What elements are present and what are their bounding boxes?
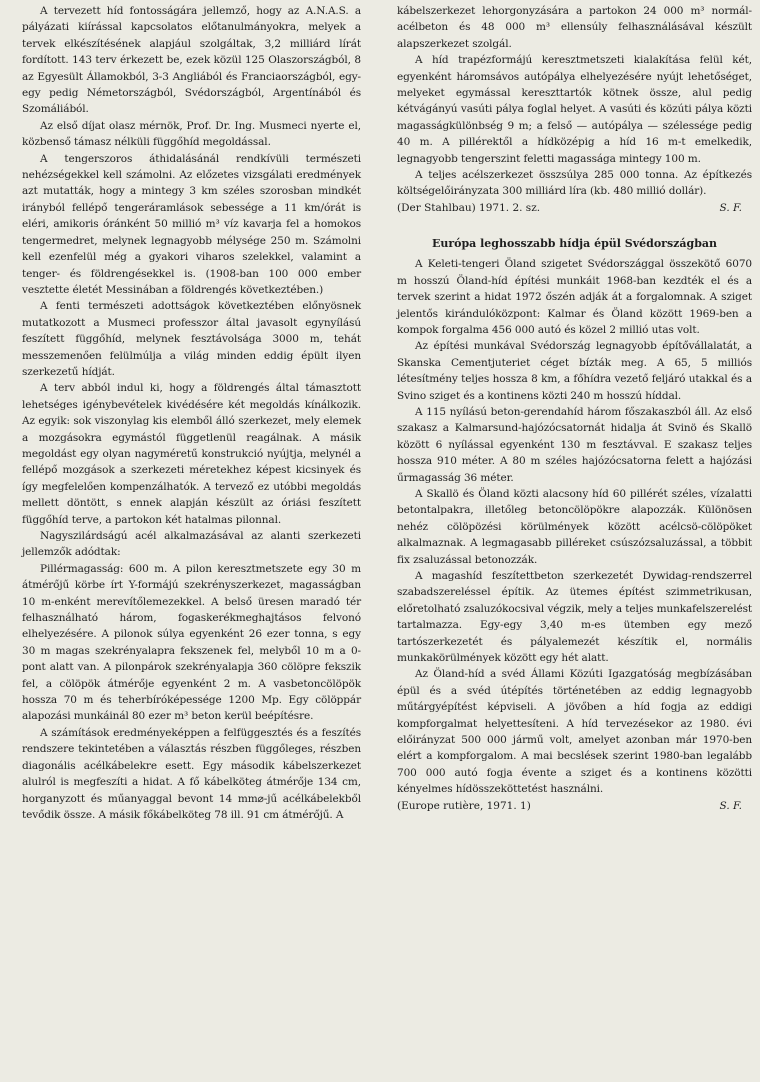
paragraph: kábelszerkezet lehorgonyzására a partokon 24 000 m³ normál-acélbeton és 48 000 m³ ellensúly felhasználásával készült alapszerkezet szolgál. (397, 5, 752, 50)
source-line (397, 798, 752, 814)
source-line (397, 200, 752, 216)
paragraph: A számítások eredményeképpen a felfüggesztés és a feszítés rendszere tekintetében a választás részben függőleges, részben diagonális acélkábelekre esett. Egy második kábelszerkezet alulról is megfeszíti a hidat. A fő kábelköteg átmérője 134 cm, horganyzott és műanyaggal bevont 14 mm⌀-jű acélkábelekből tevődik össze. A másik főkábelköteg 78 ill. 91 cm átmérőjű. A (22, 726, 361, 821)
paragraph: Nagyszilárdságú acél alkalmazásával az alanti szerkezeti jellemzők adódtak: (22, 530, 361, 559)
paragraph: A 115 nyílású beton-gerendahíd három főszakaszból áll. Az első szakasz a Kalmarsund-hajózócsatornát hidalja át Svinö és Skallö között 6 nyílással egyenként 130 m fesztávval. E szakasz teljes hossza 910 méter. A 80 m széles hajózócsatorna felett a hajózási űrmagasság 36 méter. (397, 405, 752, 484)
article-title: Európa leghosszabb hídja épül Svédországban (431, 237, 718, 251)
paragraph: A magashíd feszítettbeton szerkezetét Dywidag-rendszerrel szabadszereléssel építik. Az ütemes építést szimmetrikusan, előretolható zsaluzókocsival végzik, mely a teljes munkafelszerelést tartalmazza. Egy-egy 3,40 m-es ütemben egy mező tartószerkezetét és pályalemezét készítik el, normális munkakörülmények között egy hét alatt. (397, 570, 752, 665)
left-column (22, 3, 361, 823)
author-signature: S. F. (719, 799, 742, 812)
paragraph: Az Öland-híd a svéd Állami Közúti Igazgatóság megbízásában épül és a svéd útépítés történetében az eddig legnagyobb műtárgyépítést képviseli. A jövőben a híd fogja az eddigi kompforgalmat helyettesíteni. A híd tervezésekor az 1980. évi előirányzat 500 000 jármű volt, amelyet azonban már 1970-ben elért a kompforgalom. A mai becslések szerint 1980-ban legalább 700 000 autó fogja évente a sziget és a kontinens közötti kényelmes hídösszeköttetést használni. (397, 668, 752, 796)
source-citation: (Europe rutière, 1971. 1) (397, 799, 531, 812)
paragraph: A Keleti-tengeri Öland szigetet Svédországgal összekötő 6070 m hosszú Öland-híd építési munkáit 1968-ban kezdték el és a tervek szerint a hidat 1972 őszén adják át a forgalomnak. A sziget jelentős kirándulóközpont: Kalmar és Öland között 1969-ben a kompok forgalma 456 000 autó és közel 2 millió utas volt. (397, 258, 752, 336)
right-column (397, 3, 752, 814)
paragraph: A fenti természeti adottságok következtében előnyösnek mutatkozott a Musmeci professzor által javasolt egynyílású feszített függőhíd, melynek fesztávolsága 3000 m, tehát messzemenően felülmúlja a világ minden eddig épült ilyen szerkezetű hídját. (22, 300, 361, 378)
paragraph: Pillérmagasság: 600 m. A pilon keresztmetszete egy 30 m átmérőjű körbe írt Y-formájú szekrényszerkezet, magasságban 10 m-enként merevítőlemezekkel. A belső üresen maradó tér felhasználható három, fogaskerékmeghajtásos felvonó elhelyezésére. A pilonok súlya egyenként 26 ezer tonna, s egy 30 m magas szekrényalapra fekszenek fel, melyből 10 m a 0-pont alatt van. A pilonpárok szekrényalapja 360 cölöpre fekszik fel, a cölöpök átmérője egyenként 2 m. A vasbetoncölöpök hossza 70 m és teherbíróképessége 1200 Mp. Egy cölöppár alapozási munkáinál 80 ezer m³ beton kerül beépítésre. (22, 562, 361, 723)
paragraph: A híd trapézformájú keresztmetszeti kialakítása felül két, egyenként háromsávos autópálya elhelyezésére nyújt lehetőséget, melyeket egymással kereszttartók kötnek össze, alul pedig kétvágányú vasúti pálya foglal helyet. A vasúti és közúti pálya közti magasságkülönbség 9 m; a felső — autópálya — szélessége pedig 40 m. A pillérektől a hídközépig a híd 16 m-t emelkedik, legnagyobb tengerszint feletti magassága mintegy 100 m. (397, 54, 752, 165)
paragraph: A Skallö és Öland közti alacsony híd 60 pillérét széles, vízalatti betontalpakra, illetőleg betoncölöpökre alapozzák. Különösen nehéz cölöpözési körülmények között acélcsö-cölöpöket alkalmaznak. A legmagasabb pilléreket csúszózsaluzással, a többit fix zsaluzással betonozzák. (397, 487, 752, 566)
paragraph: A tengerszoros áthidalásánál rendkívüli természeti nehézségekkel kell számolni. Az előzetes vizsgálati eredmények azt mutatták, hogy a mintegy 3 km széles szorosban mindkét irányból fellépő tengeráramlások sebessége a 11 km/órát is eléri, amikoris óránként 50 millió m³ víz kavarja fel a homokos tengermedret, melynek legnagyobb mélysége 250 m. Számolni kell ezenfelül még a gyakori viharos szelekkel, valamint a tenger- és földrengésekkel is. (1908-ban 100 000 ember vesztette életét Messinában a földrengés következtében.) (22, 152, 361, 296)
paragraph: Az építési munkával Svédország legnagyobb építővállalatát, a Skanska Cementjuteriet céget bízták meg. A 65, 5 milliós létesítmény teljes hossza 8 km, a főhídra vezető feljáró utakkal és a Svino sziget és a kontinens közti 240 m hosszú híddal. (397, 340, 752, 402)
author-signature: S. F. (719, 201, 742, 214)
paragraph: Az első díjat olasz mérnök, Prof. Dr. Ing. Musmeci nyerte el, közbenső támasz nélküli függőhíd megoldással. (22, 119, 361, 149)
paragraph: A teljes acélszerkezet összsúlya 285 000 tonna. Az építkezés költségelőirányzata 300 milliárd líra (kb. 480 millió dollár). (397, 169, 752, 198)
source-citation: (Der Stahlbau) 1971. 2. sz. (397, 201, 541, 214)
paragraph: A tervezett híd fontosságára jellemző, hogy az A.N.A.S. a pályázati kiírással kapcsolatos előtanulmányokra, melyek a tervek elkészítésének alapjául szolgáltak, 3,2 milliárd lírát fordított. 143 terv érkezett be, ezek közül 125 Olaszországból, 8 az Egyesült Államokból, 3-3 Angliából és Franciaországból, egy-egy pedig Németországból, Svédországból, Argentínából és Szomáliából. (22, 5, 361, 116)
paragraph: A terv abból indul ki, hogy a földrengés által támasztott lehetséges igénybevételek kivédésére két megoldás kínálkozik. Az egyik: sok viszonylag kis elemből álló szerkezet, mely elemek a mozgásokra egymástól függetlenül reagálnak. A másik megoldást egy olyan nagyméretű konstrukció nyújtja, melynél a fellépő mozgások a szerkezeti méretekhez képest kicsinyek és így megfelelően kompenzálhatók. A tervező ez utóbbi megoldás mellett döntött, s ennek alapján készült az óriási feszített függőhíd terve, a partokon két hatalmas pilonnal. (22, 382, 361, 526)
